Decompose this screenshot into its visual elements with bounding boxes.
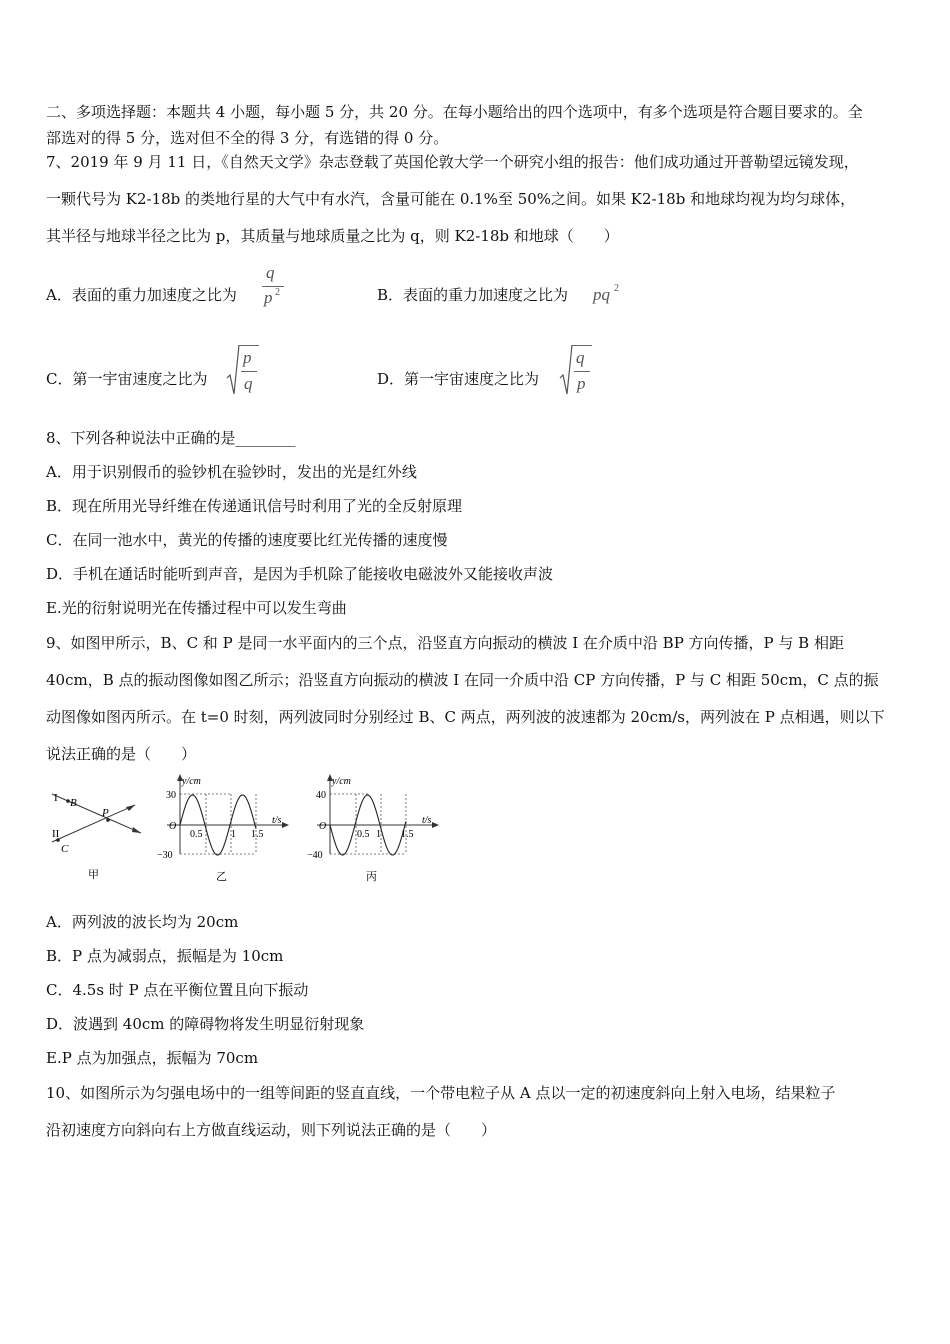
fraction-bar: [241, 371, 257, 372]
q8-option-d: D．手机在通话时能听到声音，是因为手机除了能接收电磁波外又能接收声波: [46, 565, 554, 583]
y-axis-label: y/cm: [182, 776, 201, 787]
arrow-head-icon: [126, 805, 135, 811]
q9-option-c: C．4.5s 时 P 点在平衡位置且向下振动: [46, 981, 309, 999]
caption-jia: 甲: [88, 869, 99, 881]
y-tick-positive: 40: [316, 790, 326, 801]
q9-option-b: B．P 点为减弱点，振幅是为 10cm: [46, 947, 284, 965]
origin-label: O: [169, 821, 177, 832]
x-tick-label: 1.5: [401, 829, 414, 840]
y-tick-positive: 30: [166, 790, 176, 801]
sqrt-overline: [572, 345, 592, 346]
fraction-bar: [574, 371, 590, 372]
arrow-head-icon: [132, 827, 141, 833]
x-tick-label: 0.5: [190, 829, 203, 840]
x-axis-label: t/s: [422, 815, 432, 826]
section-header-line-2: 部选对的得 5 分，选对但不全的得 3 分，有选错的得 0 分。: [46, 129, 449, 147]
q9-stem-line-1: 9、如图甲所示，B、C 和 P 是同一水平面内的三个点，沿竖直方向振动的横波 I 在介质中沿 BP 方向传播，P 与 B 相距: [46, 634, 844, 652]
q7-option-d-numerator: q: [576, 348, 585, 367]
sqrt-radical-icon: [559, 344, 573, 398]
q7-option-c: C．第一宇宙速度之比为: [46, 370, 208, 388]
q10-stem-line-1: 10、如图所示为匀强电场中的一组等间距的竖直直线，一个带电粒子从 A 点以一定的初速度斜向上射入电场，结果粒子: [46, 1084, 836, 1102]
q7-option-a-denominator: p: [264, 288, 273, 307]
q9-stem-line-3: 动图像如图丙所示。在 t=0 时刻，两列波同时分别经过 B、C 两点，两列波的波速都为 20cm/s，两列波在 P 点相遇，则以下: [46, 708, 885, 726]
section-header-line-1: 二、多项选择题：本题共 4 小题，每小题 5 分，共 20 分。在每小题给出的四个选项中，有多个选项是符合题目要求的。全: [46, 103, 863, 121]
sqrt-radical-icon: [226, 344, 240, 398]
figure-jia: [46, 782, 146, 884]
figure-yi: [150, 772, 295, 884]
figure-bing: [300, 772, 445, 884]
y-tick-negative: −30: [157, 850, 173, 861]
q7-stem-line-2: 一颗代号为 K2-18b 的类地行星的大气中有水汽，含量可能在 0.1%至 50%之间。如果 K2-18b 和地球均视为均匀球体，: [46, 190, 856, 208]
q9-option-a: A．两列波的波长均为 20cm: [46, 913, 239, 931]
q9-option-e: E.P 点为加强点，振幅为 70cm: [46, 1049, 259, 1067]
q7-option-c-numerator: p: [243, 348, 252, 367]
label-p: P: [102, 807, 109, 819]
q9-stem-line-4: 说法正确的是（ ）: [46, 745, 197, 763]
q8-option-c: C．在同一池水中，黄光的传播的速度要比红光传播的速度慢: [46, 531, 448, 549]
label-c: C: [61, 843, 69, 855]
fraction-bar: [262, 286, 284, 287]
q7-option-b-formula: pq: [593, 285, 610, 304]
q8-stem: 8、下列各种说法中正确的是________: [46, 429, 296, 447]
wave-i-path-line: [52, 794, 141, 833]
q7-stem-line-3: 其半径与地球半径之比为 p，其质量与地球质量之比为 q，则 K2-18b 和地球（ ）: [46, 227, 619, 245]
x-tick-label: 1.5: [251, 829, 264, 840]
label-b: B: [70, 797, 77, 809]
y-tick-negative: −40: [307, 850, 323, 861]
sqrt-overline: [239, 345, 259, 346]
q7-option-c-denominator: q: [244, 374, 253, 393]
q7-option-a: A．表面的重力加速度之比为: [46, 286, 237, 304]
x-tick-label: 1: [376, 829, 381, 840]
q7-option-a-numerator: q: [266, 263, 275, 282]
q8-option-a: A．用于识别假币的验钞机在验钞时，发出的光是红外线: [46, 463, 417, 481]
label-ii: II: [52, 828, 60, 840]
x-axis-arrow-icon: [282, 822, 289, 828]
q7-option-a-exponent: 2: [275, 287, 280, 298]
q9-option-d: D．波遇到 40cm 的障碍物将发生明显衍射现象: [46, 1015, 365, 1033]
q8-option-b: B．现在所用光导纤维在传递通讯信号时利用了光的全反射原理: [46, 497, 463, 515]
x-tick-label: 1: [231, 829, 236, 840]
q7-option-b-exponent: 2: [614, 283, 619, 294]
label-i: I: [54, 792, 58, 804]
q10-stem-line-2: 沿初速度方向斜向右上方做直线运动，则下列说法正确的是（ ）: [46, 1121, 497, 1139]
caption-yi: 乙: [216, 871, 227, 883]
q7-option-d: D．第一宇宙速度之比为: [377, 370, 540, 388]
q8-option-e: E.光的衍射说明光在传播过程中可以发生弯曲: [46, 599, 347, 617]
wave-ii-path-line: [52, 805, 135, 842]
x-tick-label: 0.5: [357, 829, 370, 840]
q9-stem-line-2: 40cm，B 点的振动图像如图乙所示；沿竖直方向振动的横波 I 在同一介质中沿 CP 方向传播，P 与 C 相距 50cm，C 点的振: [46, 671, 879, 689]
origin-label: O: [319, 821, 327, 832]
x-axis-arrow-icon: [432, 822, 439, 828]
q7-stem-line-1: 7、2019 年 9 月 11 日，《自然天文学》杂志登载了英国伦敦大学一个研究小组的报告：他们成功通过开普勒望远镜发现，: [46, 153, 859, 171]
q7-option-d-denominator: p: [577, 374, 586, 393]
caption-bing: 丙: [366, 871, 377, 883]
x-axis-label: t/s: [272, 815, 282, 826]
y-axis-label: y/cm: [332, 776, 351, 787]
q7-option-b: B．表面的重力加速度之比为: [377, 286, 569, 304]
